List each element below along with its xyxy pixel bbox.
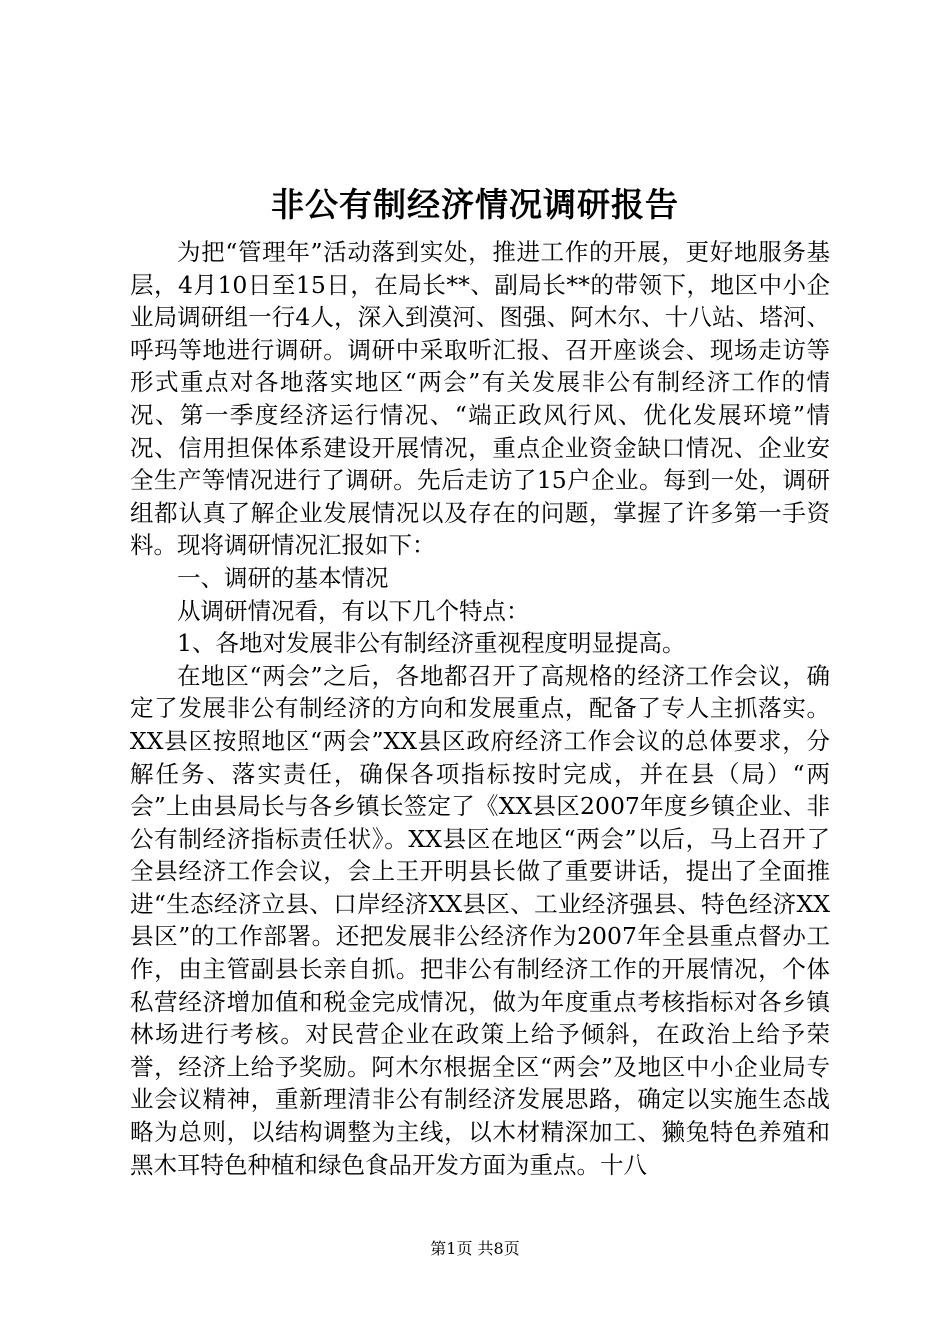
document-title: 非公有制经济情况调研报告 — [271, 185, 679, 224]
page-footer: 第1页 共8页 — [430, 1239, 520, 1258]
document-body — [130, 236, 830, 1181]
subheading-point-1: 1、各地对发展非公有制经济重视程度明显提高。 — [177, 629, 686, 658]
paragraph-features-lead: 从调研情况看，有以下几个特点： — [177, 596, 530, 625]
paragraph-point-1-detail: 在地区“两会”之后，各地都召开了高规格的经济工作会议，确定了发展非公有制经济的方向和发展重点，配备了专人主抓落实。XX县区按照地区“两会”XX县区政府经济工作会议的总体要求，分解任务、落实责任，确保各项指标按时完成，并在县（局）“两会”上由县局长与各乡镇长签定了《XX县区2007年度乡镇企业、非公有制经济指标责任状》。XX县区在地区“两会”以后，马上召开了全县经济工作会议，会上王开明县长做了重要讲话，提出了全面推进“生态经济立县、口岸经济XX县区、工业经济强县、特色经济XX县区”的工作部署。还把发展非公经济作为2007年全县重点督办工作，由主管副县长亲自抓。把非公有制经济工作的开展情况，个体私营经济增加值和税金完成情况，做为年度重点考核指标对各乡镇林场进行考核。对民营企业在政策上给予倾斜，在政治上给予荣誉，经济上给予奖励。阿木尔根据全区“两会”及地区中小企业局专业会议精神，重新理清非公有制经济发展思路，确定以实施生态战略为总则，以结构调整为主线，以木材精深加工、獭兔特色养殖和黑木耳特色种植和绿色食品开发方面为重点。十八 — [130, 661, 830, 1179]
section-heading-basic-situation: 一、调研的基本情况 — [177, 563, 389, 592]
paragraph-intro: 为把“管理年”活动落到实处，推进工作的开展，更好地服务基层，4月10日至15日，在局长**、副局长**的带领下，地区中小企业局调研组一行4人，深入到漠河、图强、阿木尔、十八站、塔河、呼玛等地进行调研。调研中采取听汇报、召开座谈会、现场走访等形式重点对各地落实地区“两会”有关发展非公有制经济工作的情况、第一季度经济运行情况、“端正政风行风、优化发展环境”情况、信用担保体系建设开展情况，重点企业资金缺口情况、企业安全生产等情况进行了调研。先后走访了15户企业。每到一处，调研组都认真了解企业发展情况以及存在的问题，掌握了许多第一手资料。现将调研情况汇报如下： — [130, 238, 830, 560]
